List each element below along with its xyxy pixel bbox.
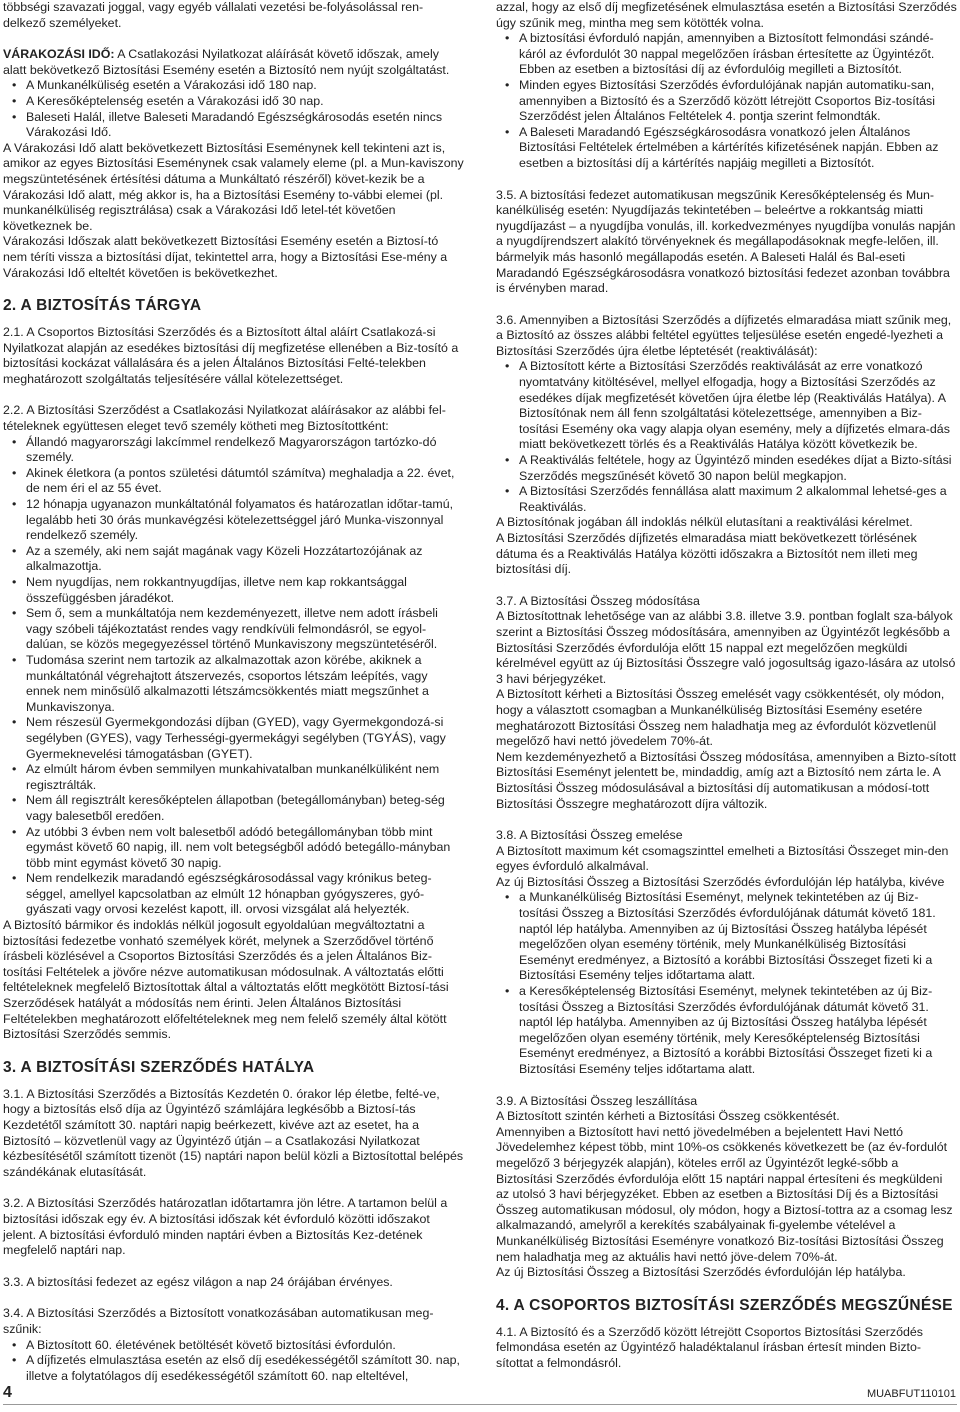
spacer: [496, 1078, 957, 1094]
section-heading-3: 3. A BIZTOSÍTÁSI SZERZŐDÉS HATÁLYA: [3, 1058, 315, 1076]
paragraph-2-1: 2.1. A Csoportos Biztosítási Szerződés és a Biztosított által aláírt Csatlakozá-si Nyilatkozat alapján az esedékes biztosítási díj megfizetése ellenében a Biz-tosító a biztosítási kockázat vállalására és a jelen Általános Biztosítási Felté-telekben meghatározott szolgáltatás teljesítésére vállal kötelezettséget.: [3, 325, 459, 386]
spacer: [3, 31, 464, 47]
spacer: [3, 387, 464, 403]
subheading-3-9: 3.9. A Biztosítási Összeg leszállítása: [496, 1093, 698, 1108]
term-varakozasi-ido: VÁRAKOZÁSI IDŐ:: [3, 47, 115, 62]
list-item: • Az elmúlt három évben semmilyen munkahivatalban munkanélküliként nem regisztrálták.: [3, 762, 464, 793]
list-item: • Nem részesül Gyermekgondozási díjban (GYED), vagy Gyermekgondozá-si segélyben (GYES), vagy Terhességi-gyermekágyi segélyben (TGYÁS), vagy Gyermeknevelési támogatásban (GYET).: [3, 715, 464, 762]
paragraph-3-8-2: Az új Biztosítási Összeg a Biztosítási Szerződés évfordulóján lép hatályba, kivéve: [496, 874, 945, 889]
paragraph-varakozasi-2: A Várakozási Idő alatt bekövetkezett Biztosítási Eseménynek kell tekinteni azt is, amikor az egyes Biztosítási Eseménynek csak valamely eleme (pl. a Mun-kaviszony megszüntetésének értésítési dátuma a Munkáltató részéről) követ-kezik be a Várakozási Idő alatt, még akkor is, ha a Biztosítási Esemény to-vábbi elemei (pl. munkanélküliség regisztrálása) csak a Várakozási Idő letel-tét követően következnek be.: [3, 140, 464, 233]
list-item: • a Keresőképtelenség Biztosítási Eseményt, melynek tekintetében az új Biz-tosítási Összeg a Biztosítási Szerződés évfordulójának dátumát követő 31. naptól lép hatályba. Amennyiben az új Biztosítási Összeg hatályba lépését megelőzően olyan esemény történik, mely Keresőképtelenség Biztosítási Eseményt eredményez, a Biztosító a korábbi Biztosítási Összeget fizeti ki a Biztosítási Esemény teljes időtartama alatt.: [496, 984, 957, 1078]
conditions-list: [3, 435, 464, 918]
spacer: [3, 1077, 464, 1087]
paragraph-3-8-1: A Biztosított maximum két csomagszinttel emelheti a Biztosítási Összeget min-den egyes évforduló alkalmával.: [496, 843, 949, 874]
paragraph-3-6: 3.6. Amennyiben a Biztosítási Szerződés a díjfizetés elmaradása miatt szűnik meg, a Biztosító az összes alábbi feltétel együttes teljesülése esetén engedé-lyezheti a Biztosítási Szerződés újra életbe léptetését (reaktiválását):: [496, 312, 952, 358]
spacer: [496, 297, 957, 313]
list-item: • A Biztosítási Szerződés fennállása alatt maximum 2 alkalommal lehetsé-ges a Reaktiválás.: [496, 484, 957, 515]
list-item: • A díjfizetés elmulasztása esetén az első díj esedékességétől számított 30. nap, illetve a folytatólagos díj esedékességétől számított 60. nap elteltével,: [3, 1353, 464, 1384]
paragraph-3-6-end-2: A Biztosítási Szerződés díjfizetés elmaradása miatt bekövetkezett törlésének dátuma és a Reaktiválás Hatálya közötti időszakra a Biztosítót nem illeti meg biztosítási díj.: [496, 531, 918, 577]
spacer: [3, 315, 464, 325]
spacer: [3, 1043, 464, 1059]
paragraph-continued: azzal, hogy az első díj megfizetésének elmulasztása esetén a Biztosítási Szerződés úgy szűnik meg, mintha meg sem kötötték volna.: [496, 0, 957, 30]
spacer: [496, 578, 957, 594]
subheading-3-8: 3.8. A Biztosítási Összeg emelése: [496, 828, 683, 843]
paragraph-3-6-end-1: A Biztosítónak jogában áll indoklás nélkül elutasítani a reaktiválási kérelmet.: [496, 515, 913, 530]
paragraph-4-1: 4.1. A Biztosító és a Szerződő között létrejött Csoportos Biztosítási Szerződés felmondása esetén az Ügyintéző haladéktalanul írásban értesít minden Bizto-sítottat a felmondásról.: [496, 1324, 923, 1370]
list-item: • A Reaktiválás feltétele, hogy az Ügyintéző minden esedékes díjat a Bizto-sítási Szerződés megszűnését követő 30 napon belül megkapjon.: [496, 453, 957, 484]
paragraph-3-7-1: A Biztosítottnak lehetősége van az alábbi 3.8. illetve 3.9. pontban foglalt sza-bályok szerint a Biztosítási Összeg módosítására, amennyiben az Ügyintézőt legkésőbb a Biztosítási Szerződés évfordulója előtt 15 nappal ezt megelőzően megküldi kérelmével együtt az új Biztosítási Összegre való jogosultság igazo-lására az utolsó 3 havi bérjegyzéket.: [496, 609, 956, 686]
paragraph-3-2: 3.2. A Biztosítási Szerződés határozatlan időtartamra jön létre. A tartamon belül a biztosítási időszak egy év. A biztosítási időszak két évforduló közötti időszakot jelent. A biztosítási évforduló minden naptári évben a Biztosítás Kez-detének megfelelő naptári nap.: [3, 1196, 448, 1258]
spacer: [496, 1315, 957, 1325]
paragraph-3-9-3: Az új Biztosítási Összeg a Biztosítási Szerződés évfordulóján lép hatályba.: [496, 1265, 906, 1280]
list-item: • Az utóbbi 3 évben nem volt balesetből adódó betegállományban több mint egymást követő 60 napig, ill. nem volt betegségből adódó betegállo-mányban több mint egymást követő 30 napig.: [3, 825, 464, 872]
paragraph-3-9-2: Amennyiben a Biztosított havi nettó jövedelmében a bejelentett Havi Nettó Jövedelemhez képest több, mint 10%-os csökkenés következett be (az év-fordulót megelőző 3 bérjegyzék alapján), köteles erről az Ügyintézőt legké-sőbb a Biztosítási Szerződés évfordulója előtt 15 naptári nappal értesíteni és megküldeni az utolsó 3 havi bérjegyzéket. Ebben az esetben a Biztosítási Díj és a Biztosítási Összeg automatikusan módosul, oly módon, hogy a Biztosí-tottra az a csomag lesz alkalmazandó, amelyről a kerekítés szabályainak fi-gyelembe vételével a Munkanélküliség Biztosítási Eseményre vonatkozó Biz-tosítási Biztosítási Összeg nem haladhatja meg az aktuális havi nettó jöve-delem 70%-át.: [496, 1124, 953, 1264]
term-definition: A Csatlakozási Nyilatkozat aláírását követő időszak, amely alatt bekövetkező Biztosítási Esemény esetén a Biztosító nem nyújt szolgáltatást.: [3, 47, 450, 77]
paragraph-3-7-3: Nem kezdeményezhető a Biztosítási Összeg módosítása, amennyiben a Bizto-sított Biztosítási Eseményt jelentett be, mindaddig, amíg azt a Biztosító nem zárta le. A Biztosítási Összeg módosulásával a biztosítási díj automatikusan a módosí-tott Biztosítási Összegre meghatározott díjra változik.: [496, 749, 957, 811]
spacer: [496, 172, 957, 188]
list-item: • a Munkanélküliség Biztosítási Eseményt, melynek tekintetében az új Biz-tosítási Összeg a Biztosítási Szerződés évfordulójának dátumát követő 181. naptól lép hatályba. Amennyiben az új Biztosítási Összeg hatályba lépését megelőzően olyan esemény történik, mely Munkanélküliség Biztosítási Eseményt eredményez, a Biztosító a korábbi Biztosítási Összeget fizeti ki a Biztosítási Esemény teljes időtartama alatt.: [496, 890, 957, 984]
list-item: • A biztosítási évforduló napján, amennyiben a Biztosított felmondási szándé-káról az évfordulót 30 nappal megelőzően írásban értesítette az Ügyintézőt. Ebben az esetben a biztosítási díj az évfordulóig megilleti a Biztosítót.: [496, 31, 957, 78]
list-item: • Tudomása szerint nem tartozik az alkalmazottak azon körébe, akiknek a munkáltatónál végrehajtott átszervezés, csoportos létszám leépítés, vagy ennek nem minősülő alkalmazotti létszámcsökkentés miatt megszűnhet a Munkaviszonya.: [3, 653, 464, 715]
increase-list: [496, 890, 957, 1077]
document-code: MUABFUT110101: [866, 1388, 956, 1400]
termination-list-continued: [496, 31, 957, 171]
list-item: • A Baleseti Maradandó Egészségkárosodásra vonatkozó jelen Általános Biztosítási Feltételek értelmében a kártérítés kifizetésének napján. Ebben az esetben a biztosítási díj a kártérítés napjáig megilleti a Biztosítót.: [496, 125, 957, 172]
list-item: • Az a személy, aki nem saját magának vagy Közeli Hozzátartozójának az alkalmazottja.: [3, 544, 464, 575]
list-item: • A Munkanélküliség esetén a Várakozási idő 180 nap.: [3, 78, 464, 94]
list-item: • 12 hónapja ugyanazon munkáltatónál folyamatos és határozatlan időtar-tamú, legalább heti 30 órás munkavégzési kötelezettséggel járó Munka-viszonnyal rendelkező személy.: [3, 497, 464, 544]
subheading-3-7: 3.7. A Biztosítási Összeg módosítása: [496, 593, 700, 608]
spacer: [496, 1281, 957, 1297]
footer-divider: [3, 1404, 957, 1405]
list-item: • Baleseti Halál, illetve Baleseti Maradandó Egészségkárosodás esetén nincs Várakozási Idő.: [3, 110, 464, 141]
left-column: [3, 0, 464, 1384]
section-heading-2: 2. A BIZTOSÍTÁS TÁRGYA: [3, 297, 202, 315]
list-item: • Minden egyes Biztosítási Szerződés évfordulójának napján automatiku-san, amennyiben a Biztosító és a Szerződő között létrejött Csoportos Biz-tosítási Szerződést jelen Általános Feltételek 4. pontja szerint felmondták.: [496, 78, 957, 125]
paragraph-3-9-1: A Biztosított szintén kérheti a Biztosítási Összeg csökkentését.: [496, 1109, 840, 1124]
paragraph-3-3: 3.3. A biztosítási fedezet az egész világon a nap 24 órájában érvényes.: [3, 1274, 393, 1289]
spacer: [496, 812, 957, 828]
list-item: • A Biztosított 60. életévének betöltését követő biztosítási évfordulón.: [3, 1338, 464, 1354]
paragraph-varakozasi-3: Várakozási Időszak alatt bekövetkezett Biztosítási Esemény esetén a Biztosí-tó nem téríti vissza a biztosítási díjat, tekintettel arra, hogy a Biztosítási Ese-mény a Várakozási Idő elteltét követően is bekövetkezhet.: [3, 234, 448, 280]
spacer: [3, 1180, 464, 1196]
list-item: • A Biztosított kérte a Biztosítási Szerződés reaktiválását az erre vonatkozó nyomtatvány kitöltésével, mellyel elfogadja, hogy a Biztosítási Szerződés az esedékes díjak megfizetését követően újra életbe lép (Reaktiválás Hatálya). A Biztosítónak nem áll fenn szolgáltatási kötelezettsége, amennyiben a Biz-tosítási Esemény oka vagy alapja olyan esemény, mely a díjfizetés elmara-dás miatt bekövetkezett törlés és a Reaktiválás Hatálya között következik be.: [496, 359, 957, 453]
paragraph-3-7-2: A Biztosított kérheti a Biztosítási Összeg emelését vagy csökkentését, oly módon, hogy a választott csomagban a Munkanélküliség Biztosítási Esemény esetére meghatározott Biztosítási Összeg nem haladhatja meg az évfordulót közvetlenül megelőző havi nettó jövedelem 70%-át.: [496, 687, 945, 749]
paragraph-3-4: 3.4. A Biztosítási Szerződés a Biztosított vonatkozásában automatikusan meg-szűnik:: [3, 1306, 434, 1336]
varakozasi-list: [3, 78, 464, 140]
list-item: • Állandó magyarországi lakcímmel rendelkező Magyarországon tartózko-dó személy.: [3, 435, 464, 466]
list-item: • Nem áll regisztrált keresőképtelen állapotban (betegállományban) beteg-ség vagy balesetből eredően.: [3, 793, 464, 824]
section-heading-4: 4. A CSOPORTOS BIZTOSÍTÁSI SZERZŐDÉS MEGSZŰNÉSE: [496, 1296, 953, 1314]
page-number: 4: [3, 1384, 12, 1401]
paragraph-3-1: 3.1. A Biztosítási Szerződés a Biztosítás Kezdetén 0. órakor lép életbe, felté-ve, hogy a biztosítás első díja az Ügyintéző számlájára legkésőbb a Biztosí-tás Kezdetétől számított 30. naptári napig beérkezett, kivéve azt az esetet, ha a Biztosító – közvetlenül vagy az Ügyintéző útján – a Csatlakozási Nyilatkozat kézbesítésétől számított tizenöt (15) naptári napon belül közli a Biztosítottal belépés szándékának elutasítását.: [3, 1086, 464, 1179]
reactivation-list: [496, 359, 957, 515]
right-column: [496, 0, 957, 1372]
list-item: • Sem ő, sem a munkáltatója nem kezdeményezett, illetve nem adott írásbeli vagy szóbeli tájékoztatást rendes vagy rendkívüli felmondásról, se egyol-dalúan, se közös megegyezéssel történő Munkaviszony megszüntetéséről.: [3, 606, 464, 653]
list-item: • Nem nyugdíjas, nem rokkantnyugdíjas, illetve nem kap rokkantsággal összefüggésben járadékot.: [3, 575, 464, 606]
spacer: [3, 1259, 464, 1275]
paragraph-2-2: 2.2. A Biztosítási Szerződést a Csatlakozási Nyilatkozat aláírásakor az alábbi fel-tételeknek együttesen eleget tevő személy kötheti meg Biztosítottként:: [3, 403, 446, 434]
spacer: [3, 281, 464, 297]
paragraph-2-2-end: A Biztosító bármikor és indoklás nélkül jogosult egyoldalúan megváltoztatni a biztosítási fedezetbe vonható személyek körét, melynek a Szerződővel történő írásbeli közlésével a Csoportos Biztosítási Szerződés és a jelen Általános Biz-tosítási Feltételek a jövőre nézve automatikusan módosulnak. A változtatás előtti feltételeknek megfelelő Biztosítottak által a változtatás előtt megkötött Biztosí-tási Szerződések hatályát a módosítás nem érinti. Jelen Általános Biztosítási Feltételekben meghatározott előfeltételeknek meg nem felelő személy által kötött Biztosítási Szerződés semmis.: [3, 918, 449, 1042]
paragraph-intro: többségi szavazati joggal, vagy egyéb vállalati vezetési be-folyásolással ren-delkező személyeket.: [3, 0, 424, 30]
spacer: [3, 1290, 464, 1306]
paragraph-varakozasi: [3, 47, 464, 78]
list-item: • A Keresőképtelenség esetén a Várakozási idő 30 nap.: [3, 94, 464, 110]
list-item: • Akinek életkora (a pontos születési dátumtól számítva) meghaladja a 22. évet, de nem éri el az 55 évet.: [3, 466, 464, 497]
paragraph-3-5: 3.5. A biztosítási fedezet automatikusan megszűnik Keresőképtelenség és Mun-kanélküliség esetén: Nyugdíjazás tekintetében – beleértve a rokkantság miatti nyugdíjazást – a nyugdíjba vonulás, ill. korkedvezményes nyugdíjba vonulás napján a nyugdíjrendszert alakító törvényeknek és megállapodásoknak megfe-lelően, ill. bármelyik más hasonló megállapodás esetén. A Baleseti Halál és Bal-eseti Maradandó Egészségkárosodásra vonatkozó biztosítási fedezet azonban továbbra is érvényben marad.: [496, 187, 956, 296]
termination-list: [3, 1338, 464, 1385]
list-item: • Nem rendelkezik maradandó egészségkárosodással vagy krónikus beteg-séggel, amellyel kapcsolatban az elmúlt 12 hónapban gyógyszeres, gyó-gyászati vagy orvosi kezelést kapott, ill. orvosi vizsgálat alá helyezték.: [3, 871, 464, 918]
